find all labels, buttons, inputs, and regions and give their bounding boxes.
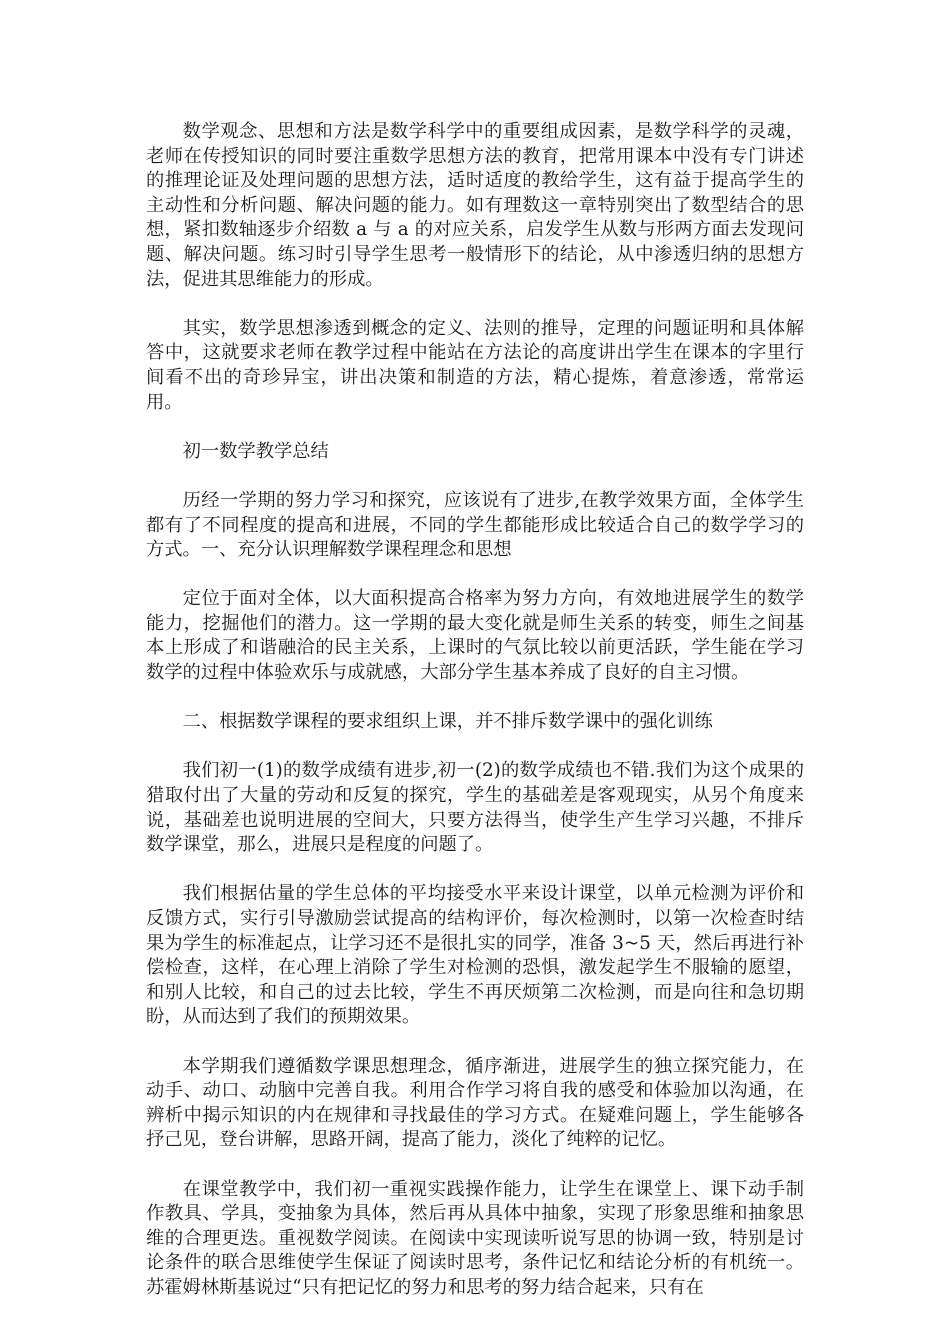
paragraph-independent-inquiry: 本学期我们遵循数学课思想理念，循序渐进，进展学生的独立探究能力，在动手、动口、动脑中完善自我。利用合作学习将自我的感受和体验加以沟通，在辨析中揭示知识的内在规律和寻找最佳的学习方式。在疑难问题上，学生能够各抒己见，登台讲解，思路开阔，提高了能力，淡化了纯粹的记忆。 bbox=[146, 1055, 804, 1151]
section-heading: 初一数学教学总结 bbox=[182, 440, 329, 462]
paragraph-positioning: 定位于面对全体，以大面积提高合格率为努力方向，有效地进展学生的数学能力，挖掘他们的潜力。这一学期的最大变化就是师生关系的转变，师生之间基本上形成了和谐融洽的民主关系，上课时的气氛比较以前更活跃，学生能在学习数学的过程中体验欢乐与成就感，大部分学生基本养成了良好的自主习惯。 bbox=[146, 588, 804, 684]
paragraph-assessment: 我们根据估量的学生总体的平均接受水平来设计课堂，以单元检测为评价和反馈方式，实行引导激励尝试提高的结构评价，每次检测时，以第一次检查时结果为学生的标准起点，让学习还不是很扎实的同学，准备 3~5 天，然后再进行补偿检查，这样，在心理上消除了学生对检测的恐惧，激发起学生不服输的愿望，和别人比较，和自己的过去比较，学生不再厌烦第二次检测，而是向往和急切期盼，从而达到了我们的预期效果。 bbox=[146, 883, 804, 1028]
paragraph-class-results: 我们初一(1)的数学成绩有进步,初一(2)的数学成绩也不错.我们为这个成果的猎取付出了大量的劳动和反复的探究，学生的基础差是客观现实，从另个角度来说，基础差也说明进展的空间大，只要方法得当，使学生产生学习兴趣，不排斥数学课堂，那么，进展只是程度的问题了。 bbox=[146, 760, 804, 856]
paragraph-semester-progress: 历经一学期的努力学习和探究，应该说有了进步,在教学效果方面，全体学生都有了不同程度的提高和进展，不同的学生都能形成比较适合自己的数学学习的方式。一、充分认识理解数学课程理念和思想 bbox=[146, 489, 804, 561]
paragraph-math-thinking-methods: 数学观念、思想和方法是数学科学中的重要组成因素，是数学科学的灵魂，老师在传授知识的同时要注重数学思想方法的教育，把常用课本中没有专门讲述的推理论证及处理问题的思想方法，适时适度的教给学生，这有益于提高学生的主动性和分析问题、解决问题的能力。如有理数这一章特别突出了数型结合的思想，紧扣数轴逐步介绍数 a 与 a 的对应关系，启发学生从数与形两方面去发现问题、解决问题。练习时引导学生思考一般情形下的结论，从中渗透归纳的思想方法，促进其思维能力的形成。 bbox=[146, 121, 804, 290]
subheading-class-organization: 二、根据数学课程的要求组织上课，并不排斥数学课中的强化训练 bbox=[182, 711, 713, 733]
paragraph-method-infiltration: 其实，数学思想渗透到概念的定义、法则的推导，定理的问题证明和具体解答中，这就要求老师在教学过程中能站在方法论的高度讲出学生在课本的字里行间看不出的奇珍异宝，讲出决策和制造的方法，精心提炼，着意渗透，常常运用。 bbox=[146, 317, 804, 413]
paragraph-classroom-practice: 在课堂教学中，我们初一重视实践操作能力，让学生在课堂上、课下动手制作教具、学具，变抽象为具体，然后再从具体中抽象，实现了形象思维和抽象思维的合理更迭。重视数学阅读。在阅读中实现读听说写思的协调一致，特别是讨论条件的联合思维使学生保证了阅读时思考，条件记忆和结论分析的有机统一。苏霍姆林斯基说过“只有把记忆的努力和思考的努力结合起来，只有在 bbox=[146, 1178, 804, 1298]
document-body bbox=[146, 120, 804, 1301]
